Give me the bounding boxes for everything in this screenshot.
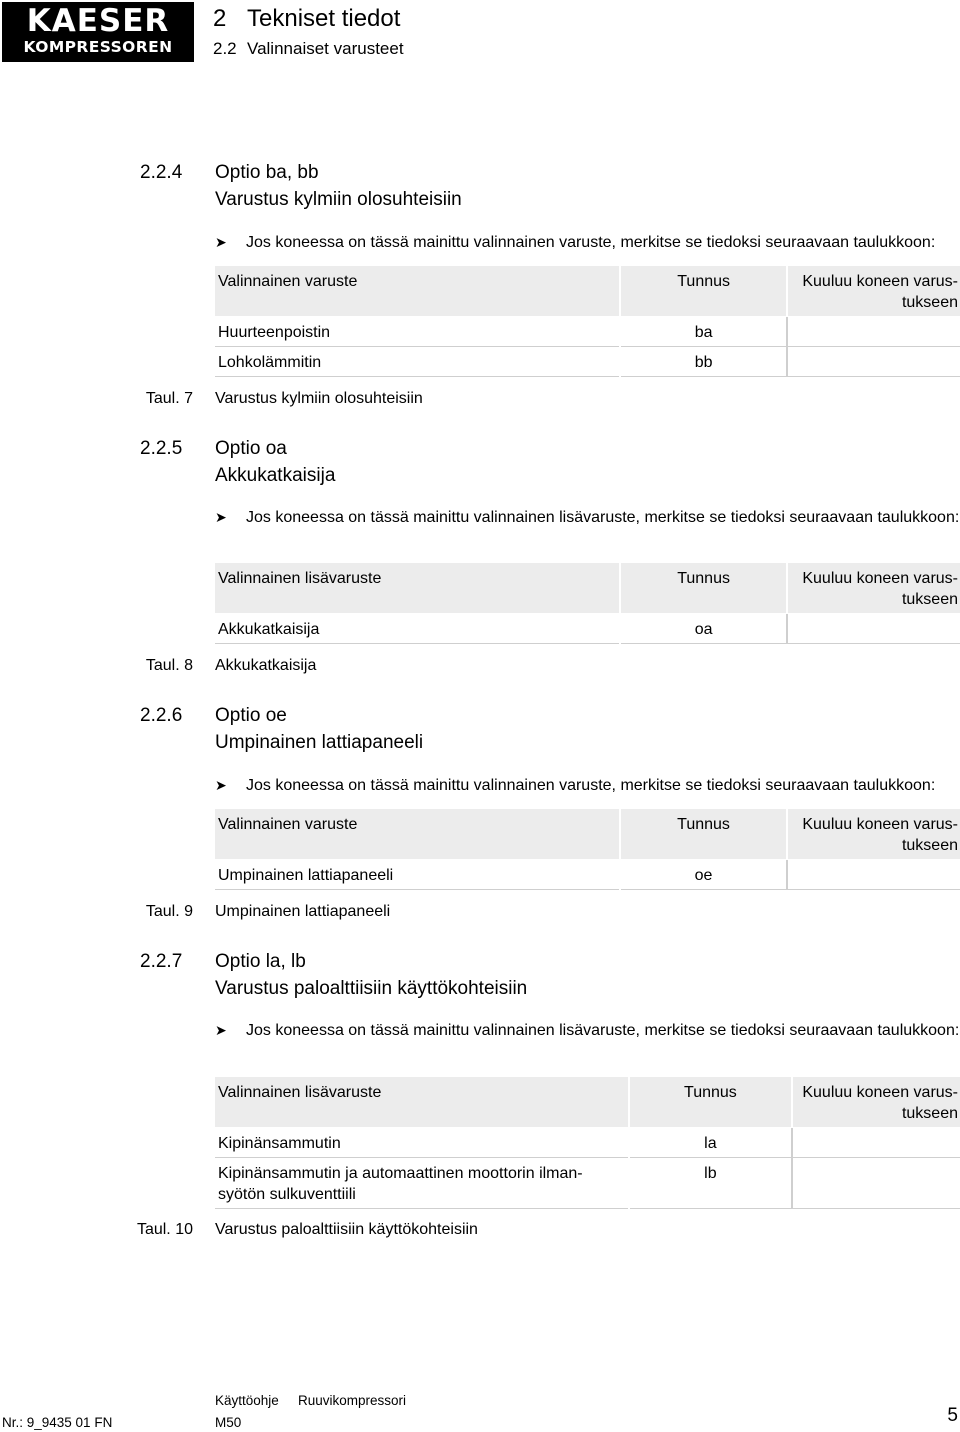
section-subtitle-225: Akkukatkaisija	[215, 465, 336, 486]
instruction-224: ➤ Jos koneessa on tässä mainittu valinnainen varuste, merkitse se tiedoksi seuraavaan taulukkoon:	[215, 234, 936, 251]
chapter-heading	[213, 4, 400, 34]
table-label-8: Taul. 8	[145, 657, 193, 674]
section-number-226: 2.2.6	[140, 705, 183, 726]
instruction-226: ➤ Jos koneessa on tässä mainittu valinnainen varuste, merkitse se tiedoksi seuraavaan taulukkoon:	[215, 777, 936, 794]
header-option: Valinnainen lisävaruste	[215, 1077, 629, 1127]
chapter-number: 2	[213, 5, 227, 32]
footer-doc-type: Käyttöohje	[215, 1393, 279, 1408]
header-included: Kuuluu koneen varustukseen	[787, 266, 960, 316]
included-checkbox-cell	[792, 1157, 960, 1208]
included-checkbox-cell	[787, 613, 960, 643]
section-subtitle-224: Varustus kylmiin olosuhteisiin	[215, 189, 462, 210]
header-option: Valinnainen varuste	[215, 809, 620, 859]
section-number-224: 2.2.4	[140, 162, 183, 183]
header-option: Valinnainen lisävaruste	[215, 563, 620, 613]
options-table-227	[215, 1077, 960, 1209]
logo-line2: KOMPRESSOREN	[23, 38, 173, 56]
table-label-10: Taul. 10	[136, 1221, 193, 1238]
footer-doc-number: Nr.: 9_9435 01 FN	[2, 1415, 113, 1430]
footer-product: Ruuvikompressori	[298, 1393, 407, 1408]
table-row: Kipinänsammutin ja automaattinen moottorin ilmansyötön sulkuventtiili lb	[215, 1157, 960, 1208]
section-number-227: 2.2.7	[140, 951, 183, 972]
header-code: Tunnus	[629, 1077, 791, 1127]
instruction-225: ➤ Jos koneessa on tässä mainittu valinnainen lisävaruste, merkitse se tiedoksi seuraavaan taulukkoon:	[215, 509, 960, 526]
section-title: Valinnaiset varusteet	[247, 39, 404, 58]
chapter-title: Tekniset tiedot	[247, 5, 401, 32]
table-row: Lohkolämmitin bb	[215, 346, 960, 376]
options-table-224	[215, 266, 960, 377]
header-included: Kuuluu koneen varustukseen	[787, 563, 960, 613]
logo-line1: KAESER	[26, 3, 170, 39]
section-number-225: 2.2.5	[140, 438, 183, 459]
table-row: Kipinänsammutin la	[215, 1127, 960, 1157]
options-table-226	[215, 809, 960, 890]
section-heading	[213, 38, 404, 60]
included-checkbox-cell	[792, 1127, 960, 1157]
footer-model: M50	[215, 1415, 242, 1430]
included-checkbox-cell	[787, 316, 960, 346]
table-label-9: Taul. 9	[145, 903, 193, 920]
arrow-icon: ➤	[215, 234, 227, 250]
section-subtitle-227: Varustus paloalttiisiin käyttökohteisiin	[215, 978, 528, 999]
table-caption-10: Varustus paloalttiisiin käyttökohteisiin	[215, 1221, 478, 1238]
table-row: Huurteenpoistin ba	[215, 316, 960, 346]
arrow-icon: ➤	[215, 777, 227, 793]
table-caption-9: Umpinainen lattiapaneeli	[215, 903, 391, 920]
header-included: Kuuluu koneen varustukseen	[792, 1077, 960, 1127]
instruction-227: ➤ Jos koneessa on tässä mainittu valinnainen lisävaruste, merkitse se tiedoksi seuraavaan taulukkoon:	[215, 1022, 960, 1039]
section-title-226: Optio oe	[215, 705, 287, 726]
header-code: Tunnus	[620, 563, 787, 613]
included-checkbox-cell	[787, 859, 960, 889]
included-checkbox-cell	[787, 346, 960, 376]
section-title-224: Optio ba, bb	[215, 162, 319, 183]
table-caption-8: Akkukatkaisija	[215, 657, 317, 674]
arrow-icon: ➤	[215, 1022, 227, 1038]
arrow-icon: ➤	[215, 509, 227, 525]
table-label-7: Taul. 7	[145, 390, 193, 407]
options-table-225	[215, 563, 960, 644]
table-caption-7: Varustus kylmiin olosuhteisiin	[215, 390, 423, 407]
kaeser-logo	[2, 2, 194, 62]
table-row: Umpinainen lattiapaneeli oe	[215, 859, 960, 889]
section-title-227: Optio la, lb	[215, 951, 306, 972]
header-code: Tunnus	[620, 809, 787, 859]
page-number: 5	[947, 1405, 958, 1426]
section-number: 2.2	[213, 39, 237, 58]
header-code: Tunnus	[620, 266, 787, 316]
table-row: Akkukatkaisija oa	[215, 613, 960, 643]
section-title-225: Optio oa	[215, 438, 287, 459]
section-subtitle-226: Umpinainen lattiapaneeli	[215, 732, 424, 753]
header-option: Valinnainen varuste	[215, 266, 620, 316]
header-included: Kuuluu koneen varustukseen	[787, 809, 960, 859]
